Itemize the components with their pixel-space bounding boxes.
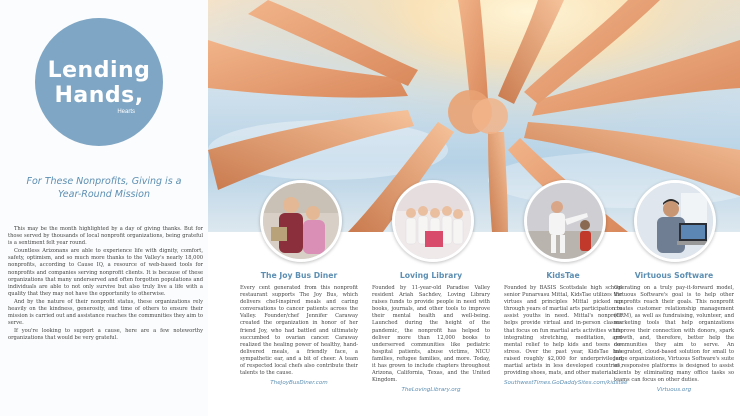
title-line-3: Hearts [117,109,135,115]
org-name: Loving Library [399,271,463,280]
org-name: Virtuous Software [634,271,714,280]
photo-group-icon [395,183,471,259]
org-link[interactable]: TheJoyBusDiner.com [270,380,328,387]
org-joy-bus-diner [240,180,358,387]
org-name: The Joy Bus Diner [260,271,338,280]
org-photo-virtuous [634,180,716,262]
photo-computer-user-icon [637,183,713,259]
org-description: Operating on a truly pay-it-forward model, Virtuous Software's goal is to help other nonprofits reach their goals. This nonprofit creates customer relationship management (CRM), as well as fundraising, volunteer, and marketing tools that help organizations improve their connection with donors, spark growth, and, therefore, better help the communities they aim to serve. An integrated, cloud-based solution for small to large organizations, Virtuous Software's suite of responsive platforms is designed to assist clients by eliminating many office tasks so teams can focus on other duties. [614,285,734,384]
article-subtitle: For These Nonprofits, Giving is a Year-Round Mission [26,176,182,200]
photo-people-icon [263,183,339,259]
org-kidstae [504,180,628,387]
org-photo-joy-bus [260,180,342,262]
intro-paragraph: And by the nature of their nonprofit status, these organizations rely heavily on the kindness, generosity, and time of others to ensure their mission is carried out and assistance reaches the communities they aim to serve. [8,298,203,327]
intro-paragraph: This may be the month highlighted by a day of giving thanks. But for those served by thousands of local nonprofit organizations, being grateful is a sentiment felt year round. [8,226,203,247]
intro-paragraph: Countless Arizonans are able to experience life with dignity, comfort, safety, optimism, and so much more thanks to the Valley's nearly 18,000 nonprofits, according to Cause IQ, a resource of web-based tools for nonprofits and companies serving nonprofit clients. It is because of these organizations that many underserved and often forgotten populations and individuals are able to not only survive but also truly live a life with a quality that they may not have the opportunity to otherwise. [8,248,203,297]
title-badge [35,18,163,146]
org-link[interactable]: SouthwestTimes.GoDaddySites.com/kidstae [504,380,628,387]
title-line-2: Hands, [54,83,144,108]
title-line-1: Lending [47,58,151,83]
org-virtuous-software [614,180,734,394]
org-photo-loving-library [392,180,474,262]
org-loving-library [372,180,490,394]
left-column [0,0,208,416]
org-link[interactable]: TheLovingLibrary.org [401,387,461,394]
org-name: KidsTae [546,271,580,280]
org-photo-kidstae [524,180,606,262]
org-description: Founded by 11-year-old Paradise Valley resident Ariah Sachdev, Loving Library raises funds to provide people in need with books, journals, and other tools to improve their mental health and well-being. Launched during the height of the pandemic, the nonprofit has helped to deliver more than 12,000 books to underserved communities like pediatric hospital patients, abuse victims, NICU families, refugee families, and more. Today, it has grown to include chapters throughout Arizona, California, Texas, and the United Kingdom. [372,285,490,384]
org-description: Every cent generated from this nonprofit restaurant supports The Joy Bus, which delivers chef-inspired meals and caring conversations to cancer patients across the Valley. Founder/chef Jennifer Caraway created the organization in honor of her friend Joy, who had battled and ultimately succumbed to ovarian cancer. Caraway realized the healing power of healthy, hand-delivered meals, a friendly face, a sympathetic ear, and a bit of cheer. A team of respected local chefs also contribute their talents to the cause. [240,285,358,377]
intro-paragraph: If you're looking to support a cause, here are a few noteworthy organizations that would be very grateful. [8,328,203,342]
photo-martial-arts-icon [527,183,603,259]
org-description: Founded by BASIS Scottsdale high school senior Punarvasu Mittal, KidsTae utilizes the virtues and principles Mittal picked up through years of martial arts participation to assist youths in need. Mittal's nonprofit helps provide virtual and in-person classes that focus on fun martial arts activities while integrating stretching, meditation, and mental relief to help kids and teens de-stress. Over the past year, KidsTae has raised roughly $2,000 for underprivileged martial artists in less developed countries, providing shoes, mats, and other materials. [504,285,622,377]
org-link[interactable]: Virtuous.org [656,387,692,394]
intro-text [8,226,203,344]
